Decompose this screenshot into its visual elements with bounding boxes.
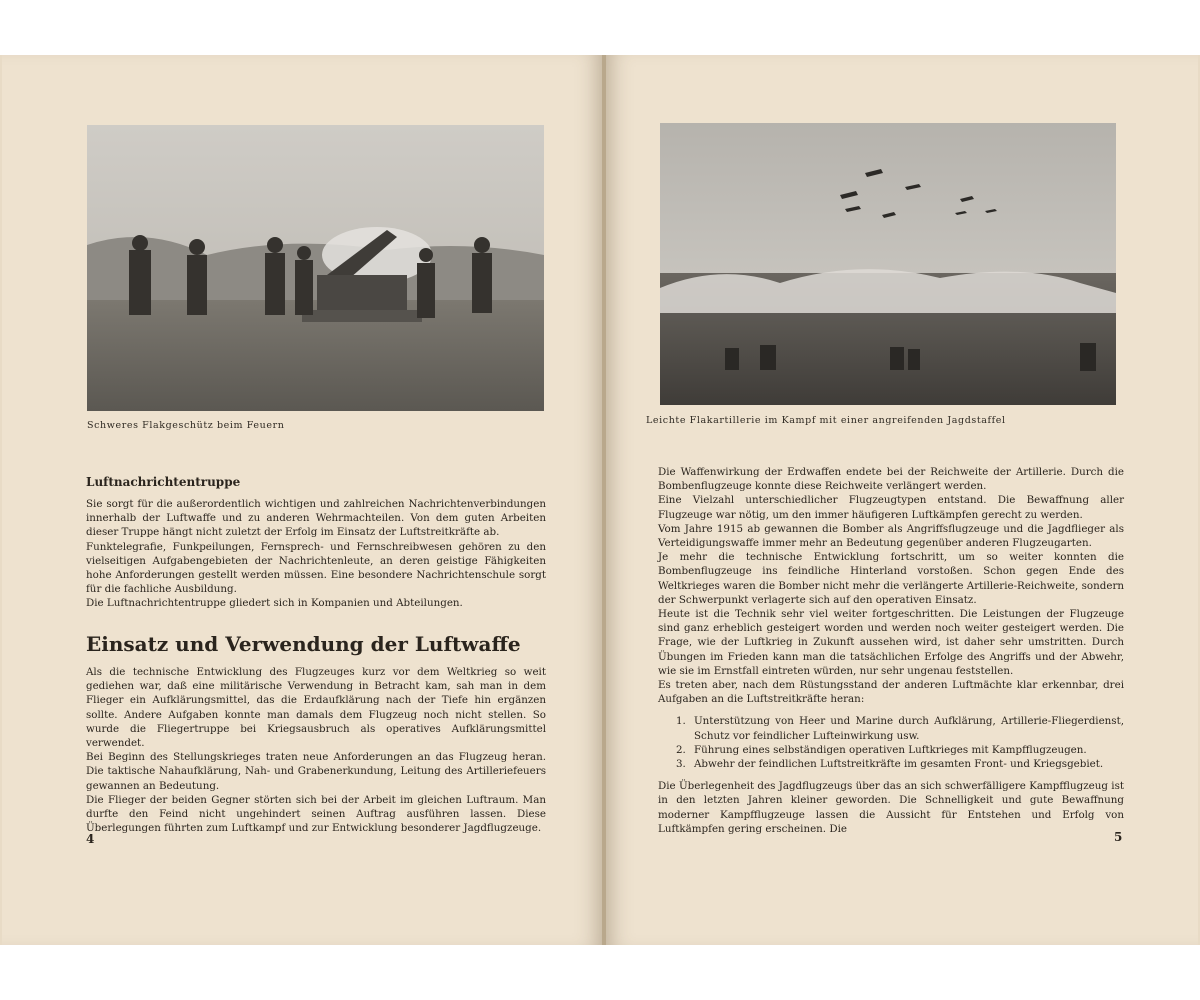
- left-page: [2, 55, 602, 945]
- section-paragraph-3: Die Luftnachrichtentruppe gliedert sich in Kompanien und Abteilungen.: [86, 597, 463, 610]
- section-body: [86, 497, 546, 611]
- left-page-number: 4: [86, 832, 95, 846]
- tasks-list: [658, 714, 1124, 771]
- list-item: [658, 714, 1124, 742]
- main-paragraph-2: Bei Beginn des Stellungskrieges traten neue Anforderungen an das Flugzeug heran. Die taktische Nahaufklärung, Nah- und Grabenerkundung, Leitung des Artilleriefeuers gewannen an Bedeutung.: [86, 751, 546, 792]
- right-paragraph-1: Die Waffenwirkung der Erdwaffen endete bei der Reichweite der Artillerie. Durch die Bombenflugzeuge konnte diese Reichweite verlängert werden.: [658, 466, 1124, 493]
- left-photo-caption: Schweres Flakgeschütz beim Feuern: [87, 420, 285, 431]
- list-item: [658, 757, 1124, 771]
- list-item-number: 1.: [676, 715, 686, 728]
- right-photo-caption: Leichte Flakartillerie im Kampf mit einer angreifenden Jagdstaffel: [646, 415, 1006, 426]
- right-page-number: 5: [1114, 830, 1123, 844]
- right-page: [606, 55, 1198, 945]
- right-paragraph-6: Es treten aber, nach dem Rüstungsstand der anderen Luftmächte klar erkennbar, drei Aufgaben an die Luftstreitkräfte heran:: [658, 679, 1124, 706]
- section-paragraph-1: Sie sorgt für die außerordentlich wichtigen und zahlreichen Nachrichtenverbindungen innerhalb der Luftwaffe und zu anderen Wehrmachteilen. Von dem guten Arbeiten dieser Truppe hängt nicht zuletzt der Erfolg im Einsatz der Luftstreitkräfte ab.: [86, 498, 546, 539]
- right-body: [658, 465, 1124, 836]
- list-item-number: 3.: [676, 758, 686, 771]
- main-paragraph-1: Als die technische Entwicklung des Flugzeuges kurz vor dem Weltkrieg so weit gediehen war, daß eine militärische Verwendung in Betracht kam, sah man in dem Flieger ein Aufklärungsmittel, das die Erdaufklärung nach der Tiefe hin ergänzen sollte. Andere Aufgaben konnte man damals dem Flugzeug noch nicht stellen. So wurde die Fliegertruppe bei Kriegsausbruch als operatives Aufklärungsmittel verwendet.: [86, 666, 546, 750]
- list-item-text: Abwehr der feindlichen Luftstreitkräfte im gesamten Front- und Kriegsgebiet.: [694, 758, 1104, 771]
- list-item: [658, 743, 1124, 757]
- book-spread: [0, 55, 1200, 945]
- main-heading: Einsatz und Verwendung der Luftwaffe: [86, 632, 521, 656]
- right-paragraph-bottom: Die Überlegenheit des Jagdflugzeugs über das an sich schwerfälligere Kampfflugzeug ist in den letzten Jahren kleiner geworden. Die Schnelligkeit und gute Bewaffnung moderner Kampfflugzeuge lassen die Aussicht für Entstehen und Erfolg von Luftkämpfen gering erscheinen. Die: [658, 780, 1124, 835]
- right-paragraph-3: Vom Jahre 1915 ab gewannen die Bomber als Angriffsflugzeuge und die Jagdflieger als Verteidigungswaffe immer mehr an Bedeutung gegenüber anderen Flugzeugarten.: [658, 522, 1124, 550]
- list-item-number: 2.: [676, 743, 686, 756]
- right-paragraph-2: Eine Vielzahl unterschiedlicher Flugzeugtypen entstand. Die Bewaffnung aller Flugzeuge war nötig, um den immer häufigeren Luftkämpfen gerecht zu werden.: [658, 494, 1124, 521]
- flak-artillery-photo-illustration: [660, 123, 1116, 405]
- right-paragraph-4: Je mehr die technische Entwicklung fortschritt, um so weiter konnten die Bombenflugzeuge ins feindliche Hinterland vorstoßen. Schon gegen Ende des Weltkrieges waren die Bomber nicht mehr die verlängerte Artillerie-Reichweite, sondern der Schwerpunkt verlagerte sich auf den operativen Einsatz.: [658, 551, 1124, 606]
- flak-gun-photo-illustration: [87, 125, 544, 411]
- section-paragraph-2: Funktelegrafie, Funkpeilungen, Fernsprech- und Fernschreibwesen gehören zu den vielseitigen Aufgabengebieten der Nachrichtenleute, an deren geistige Fähigkeiten hohe Anforderungen gestellt werden müssen. Eine besondere Nachrichtenschule sorgt für die fachliche Ausbildung.: [86, 540, 546, 596]
- main-body: [86, 665, 546, 835]
- flak-artillery-photo: [660, 123, 1116, 405]
- section-heading: Luftnachrichtentruppe: [86, 475, 241, 489]
- right-paragraph-5: Heute ist die Technik sehr viel weiter fortgeschritten. Die Leistungen der Flugzeuge sind ganz erheblich gesteigert worden und werden noch weiter gesteigert werden. Die Frage, wie der Luftkrieg in Zukunft aussehen wird, ist daher sehr umstritten. Durch Übungen im Frieden kann man die tatsächlichen Erfolge des Angriffs und der Abwehr, wie sie im Ernstfall eintreten würden, nur sehr ungenau feststellen.: [658, 608, 1124, 677]
- main-paragraph-3: Die Flieger der beiden Gegner störten sich bei der Arbeit im gleichen Luftraum. Man durfte den Feind nicht ungehindert seinen Auftrag ausführen lassen. Diese Überlegungen führten zum Luftkampf und zur Entwicklung besonderer Jagdflugzeuge.: [86, 793, 546, 835]
- list-item-text: Unterstützung von Heer und Marine durch Aufklärung, Artillerie-Fliegerdienst, Schutz vor feindlicher Lufteinwirkung usw.: [694, 715, 1124, 742]
- flak-gun-photo: [87, 125, 544, 411]
- list-item-text: Führung eines selbständigen operativen Luftkrieges mit Kampfflugzeugen.: [694, 743, 1087, 756]
